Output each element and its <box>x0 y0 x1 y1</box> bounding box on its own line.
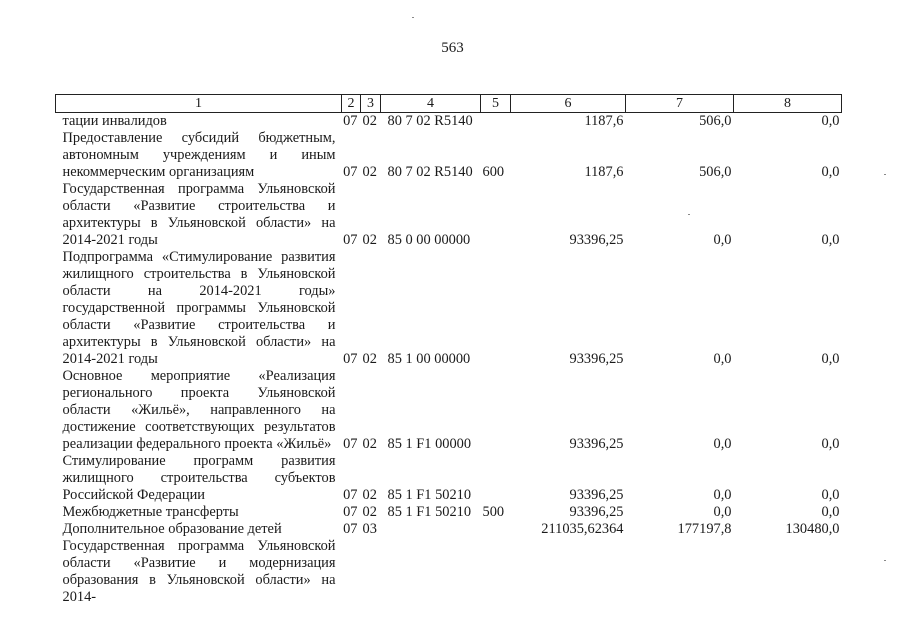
cell-name: Предоставление субсидий бюджетным, автономным учреждениям и иным некоммерческим организациям <box>62 130 336 180</box>
cell-c6 <box>511 538 626 606</box>
cell-c3: 02 <box>362 232 377 248</box>
cell-c3: 02 <box>362 487 377 503</box>
cell-c5 <box>481 113 511 131</box>
cell-c5 <box>481 453 511 504</box>
cell-c7: 0,0 <box>713 232 732 248</box>
cell-c3: 02 <box>362 436 377 452</box>
cell-c8: 130480,0 <box>785 521 840 537</box>
cell-name: Стимулирование программ развития жилищного строительства субъектов Российской Федерации <box>62 453 336 503</box>
cell-c2: 07 <box>343 504 358 520</box>
cell-c5 <box>481 249 511 368</box>
table-header <box>56 95 842 113</box>
table-row <box>56 368 842 453</box>
cell-c3 <box>361 538 381 606</box>
cell-c6: 1187,6 <box>584 113 624 129</box>
cell-c7: 506,0 <box>699 113 732 129</box>
cell-c2: 07 <box>343 232 358 248</box>
cell-c7: 506,0 <box>699 164 732 180</box>
table-row <box>56 538 842 606</box>
header-cell: 8 <box>734 95 842 113</box>
cell-c4: 85 1 F1 50210 <box>387 504 472 520</box>
scan-speck <box>412 17 414 18</box>
scan-speck <box>884 560 886 561</box>
scan-speck <box>884 174 886 175</box>
table-row <box>56 130 842 181</box>
cell-c4: 80 7 02 R5140 <box>387 113 473 129</box>
table-body <box>56 113 842 607</box>
cell-name: Государственная программа Ульяновской области «Развитие и модернизация образования в Ульяновской области» на 2014- <box>62 538 336 605</box>
header-cell: 5 <box>481 95 511 113</box>
cell-c3: 02 <box>362 164 377 180</box>
cell-c8: 0,0 <box>821 351 840 367</box>
cell-c5: 500 <box>482 504 505 520</box>
page-number: 563 <box>441 40 464 56</box>
header-row <box>56 95 842 113</box>
cell-c2: 07 <box>343 436 358 452</box>
cell-c4 <box>381 538 481 606</box>
table-row <box>56 181 842 249</box>
cell-c5 <box>481 521 511 538</box>
budget-table <box>55 94 842 606</box>
cell-c4 <box>381 521 481 538</box>
scan-speck <box>688 214 690 215</box>
header-cell: 6 <box>511 95 626 113</box>
cell-c6: 1187,6 <box>584 164 624 180</box>
cell-c8 <box>734 538 842 606</box>
cell-c5 <box>481 181 511 249</box>
cell-name: Подпрограмма «Стимулирование развития жилищного строительства в Ульяновской области на 2014-2021 годы» государственной программы Ульяновской области «Развитие строительства и архитектуры в Ульяновской области» на 2014-2021 годы <box>62 249 336 367</box>
cell-c8: 0,0 <box>821 504 840 520</box>
cell-c3: 02 <box>362 504 377 520</box>
header-cell: 4 <box>381 95 481 113</box>
cell-c2: 07 <box>343 113 358 129</box>
cell-c3: 03 <box>362 521 377 537</box>
cell-c6: 93396,25 <box>569 436 624 452</box>
table-row <box>56 521 842 538</box>
cell-c4: 85 1 F1 50210 <box>387 487 472 503</box>
cell-c2: 07 <box>343 487 358 503</box>
cell-c2: 07 <box>343 164 358 180</box>
cell-c2: 07 <box>343 521 358 537</box>
cell-name: Межбюджетные трансферты <box>62 504 239 520</box>
cell-c6: 93396,25 <box>569 504 624 520</box>
cell-c7 <box>626 538 734 606</box>
cell-c7: 0,0 <box>713 504 732 520</box>
cell-name: тации инвалидов <box>62 113 167 129</box>
cell-c7: 0,0 <box>713 436 732 452</box>
cell-c2 <box>342 538 361 606</box>
cell-c7: 0,0 <box>713 351 732 367</box>
table-row <box>56 453 842 504</box>
cell-c4: 80 7 02 R5140 <box>387 164 473 180</box>
cell-c5: 600 <box>482 164 505 180</box>
cell-c3: 02 <box>362 113 377 129</box>
cell-c2: 07 <box>343 351 358 367</box>
cell-c4: 85 1 00 00000 <box>387 351 471 367</box>
header-cell: 2 <box>342 95 361 113</box>
cell-name: Основное мероприятие «Реализация регионального проекта Ульяновской области «Жильё», направленного на достижение соответствующих результатов реализации федерального проекта «Жильё» <box>62 368 336 452</box>
header-cell: 7 <box>626 95 734 113</box>
cell-c4: 85 0 00 00000 <box>387 232 471 248</box>
cell-c6: 93396,25 <box>569 351 624 367</box>
cell-c5 <box>481 538 511 606</box>
header-cell: 1 <box>56 95 342 113</box>
cell-c5 <box>481 368 511 453</box>
cell-c8: 0,0 <box>821 164 840 180</box>
cell-c8: 0,0 <box>821 436 840 452</box>
cell-c8: 0,0 <box>821 113 840 129</box>
table-row <box>56 249 842 368</box>
cell-c6: 211035,62364 <box>541 521 624 537</box>
cell-c4: 85 1 F1 00000 <box>387 436 472 452</box>
cell-c8: 0,0 <box>821 487 840 503</box>
cell-c6: 93396,25 <box>569 232 624 248</box>
cell-c8: 0,0 <box>821 232 840 248</box>
header-cell: 3 <box>361 95 381 113</box>
cell-c7: 0,0 <box>713 487 732 503</box>
cell-c7: 177197,8 <box>677 521 732 537</box>
cell-c6: 93396,25 <box>569 487 624 503</box>
table-row <box>56 504 842 521</box>
table-row <box>56 113 842 131</box>
cell-name: Дополнительное образование детей <box>62 521 282 537</box>
budget-table-container <box>55 94 841 606</box>
cell-c3: 02 <box>362 351 377 367</box>
cell-name: Государственная программа Ульяновской области «Развитие строительства и архитектуры в Ульяновской области» на 2014-2021 годы <box>62 181 336 248</box>
